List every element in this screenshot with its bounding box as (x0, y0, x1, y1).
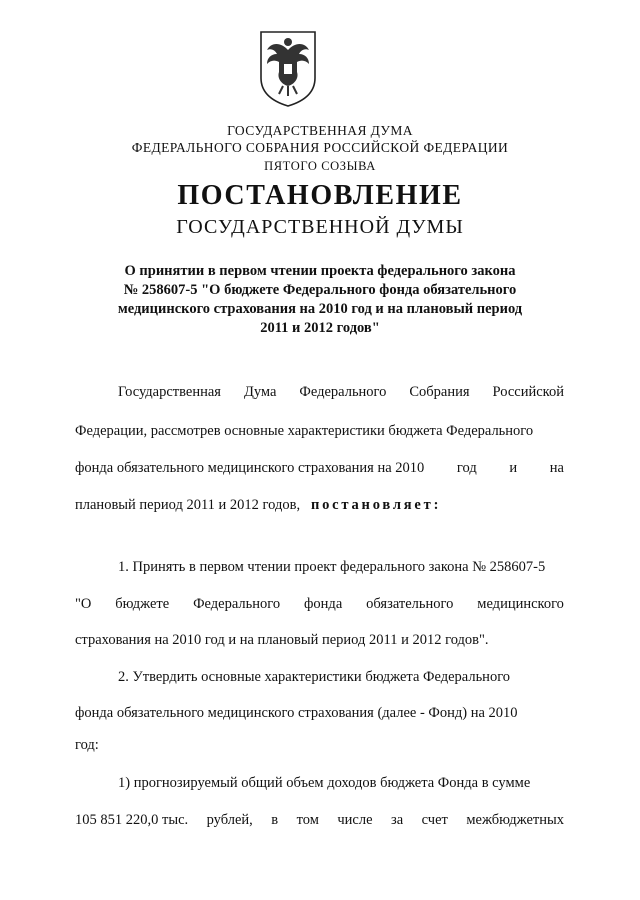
word: рублей, (206, 812, 253, 828)
preamble-line-3 (75, 460, 564, 477)
org-line-1: ГОСУДАРСТВЕННАЯ ДУМА (227, 123, 413, 138)
coat-of-arms-emblem (257, 28, 319, 108)
document-title: ПОСТАНОВЛЕНИЕ (177, 180, 463, 211)
preamble-text: плановый период 2011 и 2012 годов, (75, 497, 301, 513)
word: числе (337, 812, 373, 828)
preamble-line-1 (118, 384, 564, 401)
word: год (456, 460, 477, 476)
word: "О (75, 596, 92, 612)
preamble-line-4 (75, 497, 441, 514)
word: счет (421, 812, 448, 828)
word: Федерального (193, 596, 281, 612)
item2-line-1: 2. Утвердить основные характеристики бюджета Федерального (118, 669, 511, 685)
heading-line-4: 2011 и 2012 годов" (260, 320, 380, 336)
preamble-line-2: Федерации, рассмотрев основные характеристики бюджета Федерального (75, 423, 534, 439)
resolves-keyword: постановляет: (310, 497, 442, 513)
word: Дума (243, 384, 277, 400)
word: межбюджетных (466, 812, 564, 828)
word: 105 851 220,0 тыс. (75, 812, 189, 828)
word: на (549, 460, 564, 476)
heading-line-3: медицинского страхования на 2010 год и на плановый период (117, 301, 523, 317)
word: в (271, 812, 279, 828)
word: обязательного (366, 596, 454, 612)
subitem1-line-2 (75, 812, 564, 829)
word: за (391, 812, 404, 828)
item2-line-2: фонда обязательного медицинского страхования (далее - Фонд) на 2010 (75, 705, 518, 721)
word: том (296, 812, 319, 828)
word: Государственная (118, 384, 221, 400)
word: бюджете (115, 596, 170, 612)
word: Российской (492, 384, 564, 400)
subitem1-line-1: 1) прогнозируемый общий объем доходов бюджета Фонда в сумме (118, 775, 531, 791)
word: Собрания (409, 384, 470, 400)
org-line-3: ПЯТОГО СОЗЫВА (264, 159, 376, 173)
item1-line-2 (75, 596, 564, 613)
item2-line-3: год: (75, 737, 99, 753)
word: медицинского (477, 596, 564, 612)
heading-line-1: О принятии в первом чтении проекта федерального закона (124, 263, 516, 279)
org-line-2: ФЕДЕРАЛЬНОГО СОБРАНИЯ РОССИЙСКОЙ ФЕДЕРАЦИИ (131, 140, 509, 155)
item1-line-3: страхования на 2010 год и на плановый период 2011 и 2012 годов". (75, 632, 489, 648)
item1-line-1: 1. Принять в первом чтении проект федерального закона № 258607-5 (118, 559, 546, 575)
heading-line-2: № 258607-5 "О бюджете Федерального фонда обязательного (123, 282, 517, 298)
word: Федерального (299, 384, 387, 400)
word: фонда (304, 596, 343, 612)
document-subtitle: ГОСУДАРСТВЕННОЙ ДУМЫ (176, 216, 464, 238)
word: фонда обязательного медицинского страхования на 2010 (75, 460, 425, 476)
word: и (509, 460, 518, 476)
